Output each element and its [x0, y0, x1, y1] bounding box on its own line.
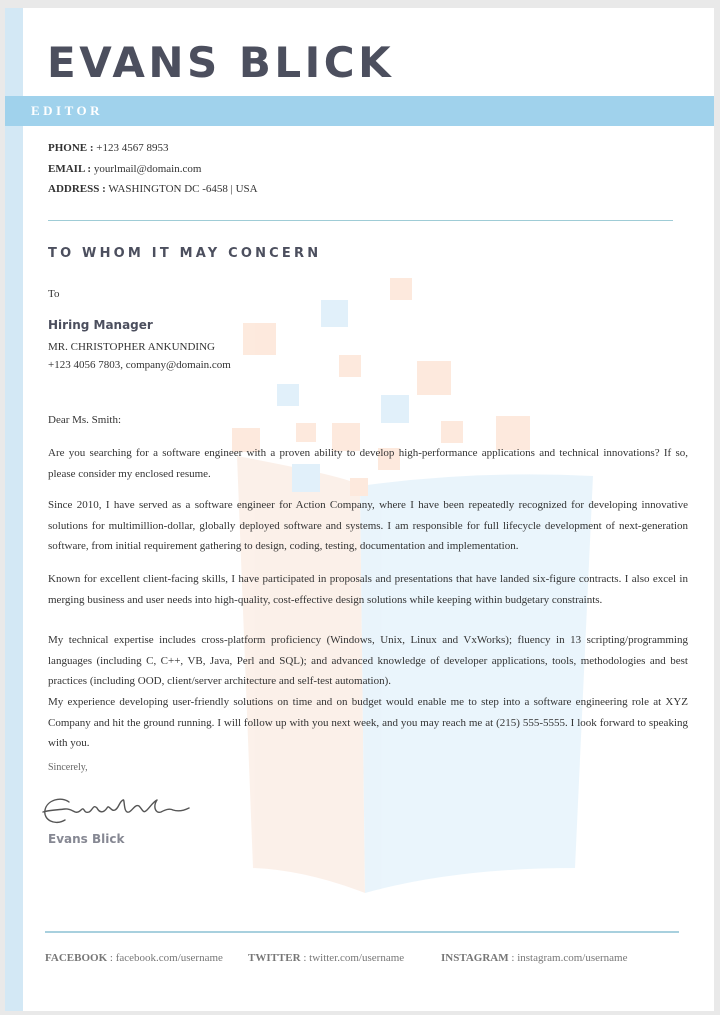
contact-details	[48, 141, 258, 203]
paragraph-4: My technical expertise includes cross-platform proficiency (Windows, Unix, Linux and VxWorks); fluency in 13 scripting/programming languages (including C, C++, VB, Java, Perl and SQL); and advanced knowledge of developer applications, tools, methodologies and best practices (including OOD, client/server architecture and self-test automation).	[48, 634, 688, 687]
footer-facebook: FACEBOOK : facebook.com/username	[45, 952, 223, 964]
contact-email: EMAIL : yourlmail@domain.com	[48, 162, 202, 175]
footer-twitter: TWITTER : twitter.com/username	[248, 952, 405, 964]
recipient-contact: +123 4056 7803, company@domain.com	[48, 359, 231, 371]
signature-name: Evans Blick	[48, 832, 125, 846]
closing: Sincerely,	[48, 762, 88, 773]
footer-divider	[45, 931, 679, 933]
job-title: EDITOR	[31, 103, 104, 118]
cover-letter-page	[5, 8, 714, 1011]
salutation: Dear Ms. Smith:	[48, 414, 122, 426]
handwritten-signature-icon	[39, 784, 199, 834]
footer-instagram: INSTAGRAM : instagram.com/username	[441, 952, 628, 964]
recipient-role: Hiring Manager	[48, 318, 153, 332]
letter-heading: TO WHOM IT MAY CONCERN	[48, 246, 322, 261]
contact-phone: PHONE : +123 4567 8953	[48, 142, 169, 154]
to-label: To	[48, 288, 60, 300]
header-divider	[48, 220, 673, 221]
paragraph-5: My experience developing user-friendly solutions on time and on budget would enable me to step into a software engineering role at XYZ Company and hit the ground running. I will follow up with you next week, and you may reach me at (215) 555-5555. I look forward to speaking with you.	[48, 696, 688, 749]
job-title-bar	[5, 96, 714, 126]
paragraph-2: Since 2010, I have served as a software engineer for Action Company, where I have been repeatedly recognized for developing innovative solutions for multimillion-dollar, globally deployed software and systems. I am responsible for full lifecycle development of next-generation software, from initial requirement gathering to design, coding, testing, documentation and implementation.	[48, 499, 688, 552]
paragraph-1: Are you searching for a software engineer with a proven ability to develop high-performance applications and technical innovations? If so, please consider my enclosed resume.	[48, 447, 688, 480]
paragraph-3: Known for excellent client-facing skills, I have participated in proposals and presentations that have landed six-figure contracts. I also excel in merging business and user needs into high-quality, cost-effective design solutions while keeping within budgetary constraints.	[48, 573, 688, 606]
candidate-name: EVANS BLICK	[47, 38, 395, 87]
contact-address: ADDRESS : WASHINGTON DC -6458 | USA	[48, 183, 258, 195]
recipient-name: MR. CHRISTOPHER ANKUNDING	[48, 341, 215, 353]
